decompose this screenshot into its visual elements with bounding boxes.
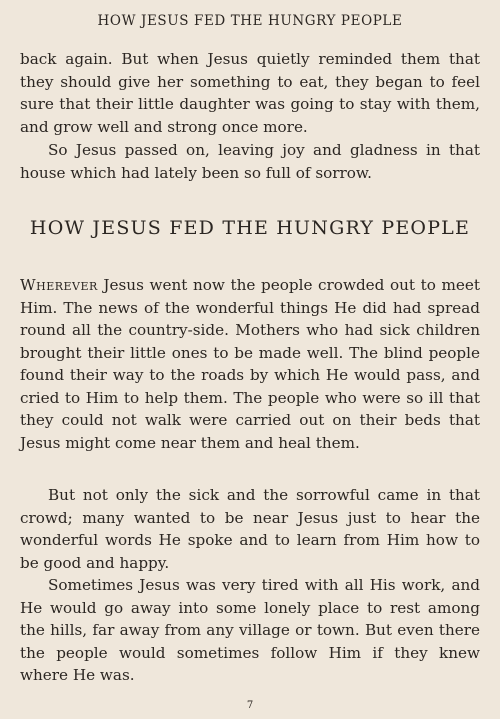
chapter-title: HOW JESUS FED THE HUNGRY PEOPLE bbox=[29, 217, 471, 239]
first-paragraph-text: Jesus went now the people crowded out to meet Him. The news of the wonderful things He did had spread round all the country-side. Mothers who had sick children brought their little ones to be made well. The blind people found their way to the roads by which He would pass, and cried to Him to help them. The people who were so ill that they could not walk were carried out on their beds that Jesus might come near them and heal them. bbox=[20, 276, 480, 452]
chapter-first-paragraph bbox=[20, 274, 480, 454]
paragraph: So Jesus passed on, leaving joy and gladness in that house which had lately been so full of sorrow. bbox=[20, 141, 480, 182]
running-head: HOW JESUS FED THE HUNGRY PEOPLE bbox=[97, 13, 403, 29]
paragraph: But not only the sick and the sorrowful came in that crowd; many wanted to be near Jesus just to hear the wonderful words He spoke and to learn from Him how to be good and happy. bbox=[20, 486, 480, 572]
paragraph: Sometimes Jesus was very tired with all His work, and He would go away into some lonely place to rest among the hills, far away from any village or town. But even there the people would sometimes follow Him if they knew where He was. bbox=[20, 576, 480, 684]
drop-word: Wherever bbox=[20, 276, 98, 294]
page-number: 7 bbox=[246, 700, 254, 711]
paragraph-continued: back again. But when Jesus quietly reminded them that they should give her something to eat, they began to feel sure that their little daughter was going to stay with them, and grow well and strong once more. bbox=[20, 50, 480, 136]
